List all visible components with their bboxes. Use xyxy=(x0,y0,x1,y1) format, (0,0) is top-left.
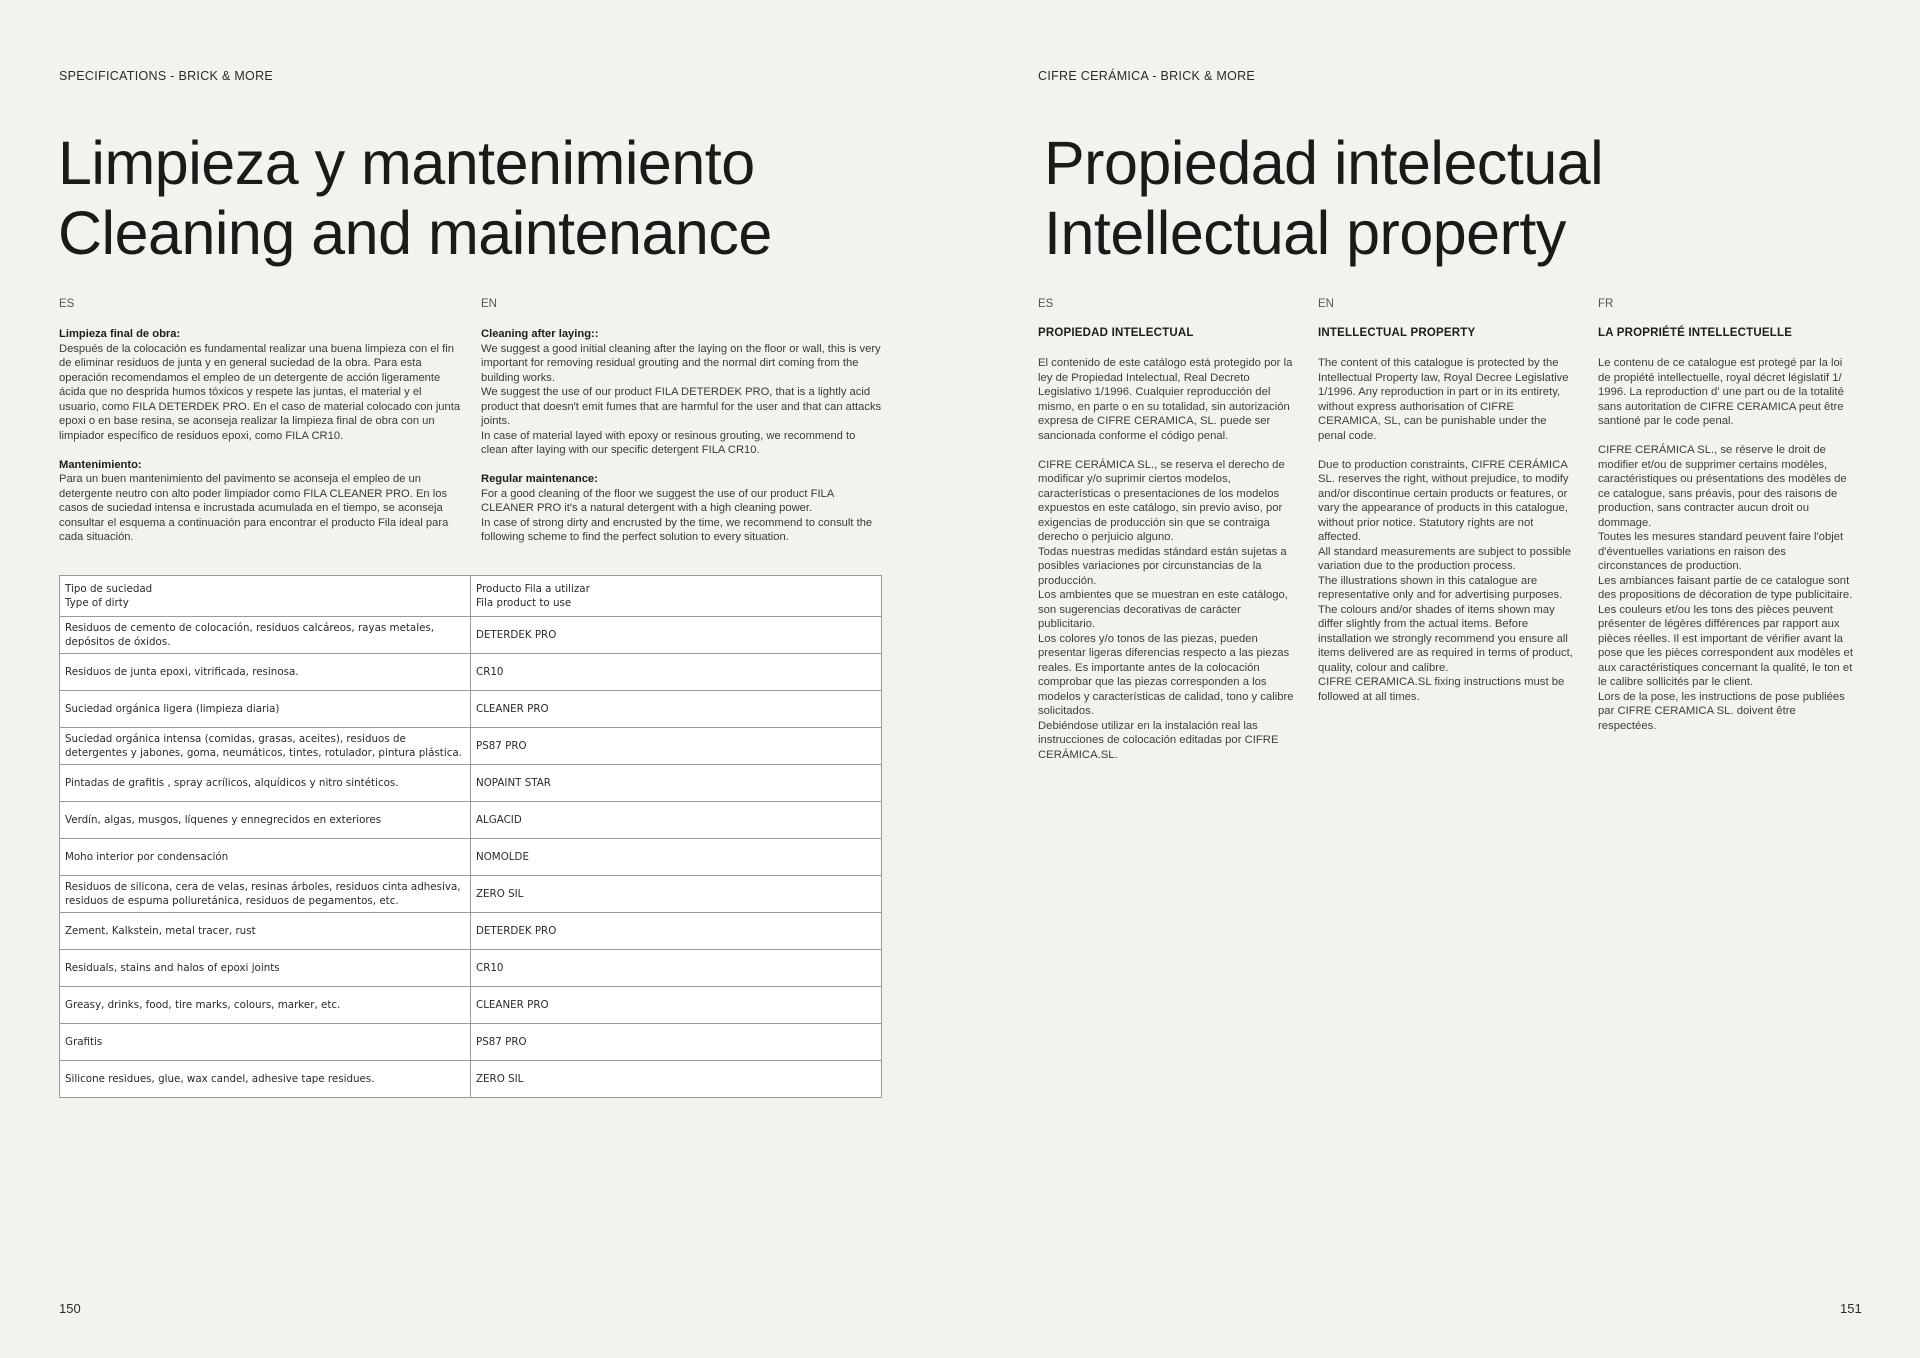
page-title xyxy=(1044,128,1603,268)
product-cell: CR10 xyxy=(471,654,882,691)
table-row xyxy=(60,1061,882,1098)
table-row xyxy=(60,617,882,654)
dirt-type-cell: Silicone residues, glue, wax candel, adhesive tape residues. xyxy=(60,1061,471,1098)
dirt-type-cell: Pintadas de grafitis , spray acrílicos, alquídicos y nitro sintéticos. xyxy=(60,765,471,802)
header-cell-dirt-type xyxy=(60,576,471,617)
paragraph: Le contenu de ce catalogue est protegé par la loi de propiété intellectuelle, royal décret législatif 1/ 1996. La reproduction d' une part ou de la totalité sans autoritation de CIFRE CERAMICA peut être santioné par le code penal. xyxy=(1598,357,1844,427)
section-heading: Mantenimiento: xyxy=(59,458,142,471)
table-row xyxy=(60,913,882,950)
lang-label-en: EN xyxy=(481,298,497,310)
paragraph: In case of strong dirty and encrusted by the time, we recommend to consult the following scheme to find the perfect solution to every situation. xyxy=(481,516,873,543)
paragraph: Debiéndose utilizar en la instalación real las instrucciones de colocación editadas por CIFRE CERÁMICA.SL. xyxy=(1038,719,1279,761)
product-cell: CLEANER PRO xyxy=(471,691,882,728)
title-line-en: Cleaning and maintenance xyxy=(58,199,772,267)
section-heading-en: INTELLECTUAL PROPERTY xyxy=(1318,327,1476,339)
table-row xyxy=(60,802,882,839)
table-row xyxy=(60,765,882,802)
right-page xyxy=(960,0,1920,1358)
paragraph: For a good cleaning of the floor we suggest the use of our product FILA CLEANER PRO it's a natural detergent with a high cleaning power. xyxy=(481,487,834,514)
paragraph: Les couleurs et/ou les tons des pièces peuvent présenter de légères différences par rapport aux pièces réelles. Il est important de vérifier avant la pose que les pièces correspondent aux modèles et aux caractéristiques concernant la qualité, le ton et le calibre sollicités par le client. xyxy=(1598,603,1853,688)
product-cell: NOPAINT STAR xyxy=(471,765,882,802)
table-header-row xyxy=(60,576,882,617)
ip-text-es xyxy=(1038,356,1296,762)
table-row xyxy=(60,1024,882,1061)
running-header: SPECIFICATIONS - BRICK & MORE xyxy=(59,69,274,83)
table-row xyxy=(60,728,882,765)
table-body xyxy=(60,617,882,1098)
dirt-type-cell: Verdín, algas, musgos, líquenes y ennegrecidos en exteriores xyxy=(60,802,471,839)
title-line-es: Limpieza y mantenimiento xyxy=(58,129,755,197)
paragraph: The colours and/or shades of items shown may differ slightly from the actual items. Before installation we strongly recommend you ensure all items delivered are as required in terms of product, quality, colour and calibre. xyxy=(1318,603,1573,674)
lang-label-es: ES xyxy=(59,298,75,310)
product-cell: DETERDEK PRO xyxy=(471,617,882,654)
product-cell: ZERO SIL xyxy=(471,876,882,913)
lang-label-en: EN xyxy=(1318,298,1334,310)
dirt-type-cell: Residuos de junta epoxi, vitrificada, resinosa. xyxy=(60,654,471,691)
section-heading-es: PROPIEDAD INTELECTUAL xyxy=(1038,327,1194,339)
title-line-en: Intellectual property xyxy=(1044,199,1566,267)
cleaning-en-column xyxy=(481,327,883,545)
dirt-type-cell: Greasy, drinks, food, tire marks, colours, marker, etc. xyxy=(60,987,471,1024)
paragraph: Due to production constraints, CIFRE CERÁMICA SL. reserves the right, without prejudice, to modify and/or discontinue certain products or features, or vary the appearance of products in this catalogue, without prior notice. Statutory rights are not affected. xyxy=(1318,458,1569,543)
paragraph: Todas nuestras medidas stándard están sujetas a posibles variaciones por circunstancias de la producción. xyxy=(1038,545,1287,587)
product-cell: ALGACID xyxy=(471,802,882,839)
dirt-type-cell: Zement, Kalkstein, metal tracer, rust xyxy=(60,913,471,950)
header-label-es: Tipo de suciedad xyxy=(65,583,153,595)
dirt-type-cell: Grafitis xyxy=(60,1024,471,1061)
title-line-es: Propiedad intelectual xyxy=(1044,129,1604,197)
dirt-type-cell: Residuos de silicona, cera de velas, resinas árboles, residuos cinta adhesiva, residuos de espuma poliuretánica, residuos de pegamentos, etc. xyxy=(60,876,471,913)
paragraph: We suggest the use of our product FILA DETERDEK PRO, that is a lightly acid product that doesn't emit fumes that are harmful for the user and that can attacks joints. xyxy=(481,386,882,427)
product-cell: NOMOLDE xyxy=(471,839,882,876)
table-row xyxy=(60,839,882,876)
section-heading: Limpieza final de obra: xyxy=(59,328,181,340)
paragraph: We suggest a good initial cleaning after the laying on the floor or wall, this is very important for removing residual grouting and the normal dirt coming from the building works. xyxy=(481,342,881,384)
page-title xyxy=(58,128,772,268)
ip-text-en xyxy=(1318,356,1576,704)
paragraph: Los colores y/o tonos de las piezas, pueden presentar ligeras diferencias respecto a las piezas reales. Es importante antes de la colocación comprobar que las piezas corresponden a los modelos y características de calidad, tono y calibre solicitados. xyxy=(1038,632,1294,717)
header-label-es: Producto Fila a utilizar xyxy=(476,583,590,595)
header-label-en: Fila product to use xyxy=(476,597,572,609)
product-cell: ZERO SIL xyxy=(471,1061,882,1098)
paragraph: El contenido de este catálogo está protegido por la ley de Propiedad Intelectual, Real Decreto Legislativo 1/1996. Cualquier reproducción del mismo, en parte o en su totalidad, sin autorización expresa de CIFRE CERAMICA, SL. puede ser sancionada conforme el código penal. xyxy=(1038,357,1293,442)
paragraph: The illustrations shown in this catalogue are representative only and for advertising purposes. xyxy=(1318,574,1563,601)
header-cell-product xyxy=(471,576,882,617)
table-row xyxy=(60,950,882,987)
page-number: 151 xyxy=(1840,1301,1862,1316)
dirt-type-cell: Suciedad orgánica ligera (limpieza diaria) xyxy=(60,691,471,728)
header-label-en: Type of dirty xyxy=(65,597,129,609)
dirt-type-cell: Moho interior por condensación xyxy=(60,839,471,876)
cleaning-es-column xyxy=(59,327,461,545)
running-header: CIFRE CERÁMICA - BRICK & MORE xyxy=(1038,69,1256,83)
paragraph: Después de la colocación es fundamental realizar una buena limpieza con el fin de eliminar residuos de junta y en general suciedad de la obra. Para esta operación recomendamos el empleo de un detergente de acción ligeramente ácida que no desprida humos tóxicos y respete las juntas, el material y el usuario, como FILA DETERDEK PRO. En el caso de material colocado con junta epoxi o en base resina, se aconseja realizar la limpieza final de obra con un limpiador específico de residuos epoxi, como FILA CR10. xyxy=(59,342,461,442)
paragraph: CIFRE CERÁMICA SL., se reserva el derecho de modificar y/o suprimir ciertos modelos, características o presentaciones de los modelos expuestos en este catálogo, sin previo aviso, por exigencias de producción sin que se contraiga derecho o perjuicio alguno. xyxy=(1038,458,1285,543)
section-heading: Cleaning after laying:: xyxy=(481,328,599,340)
dirt-type-cell: Residuos de cemento de colocación, residuos calcáreos, rayas metales, depósitos de óxidos. xyxy=(60,617,471,654)
paragraph: In case of material layed with epoxy or resinous grouting, we recommend to clean after laying with our specific detergent FILA CR10. xyxy=(481,429,856,456)
section-heading-fr: LA PROPRIÉTÉ INTELLECTUELLE xyxy=(1598,327,1793,339)
paragraph: CIFRE CERAMICA.SL fixing instructions must be followed at all times. xyxy=(1318,676,1565,703)
table-row xyxy=(60,654,882,691)
page-number: 150 xyxy=(59,1301,81,1316)
lang-label-es: ES xyxy=(1038,298,1054,310)
paragraph: Les ambiances faisant partie de ce catalogue sont des propositions de décoration de type publicitaire. xyxy=(1598,574,1853,601)
table-row xyxy=(60,691,882,728)
paragraph: Lors de la pose, les instructions de pose publiées par CIFRE CERAMICA SL. doivent être respectées. xyxy=(1598,690,1845,732)
product-cell: PS87 PRO xyxy=(471,1024,882,1061)
table-row xyxy=(60,987,882,1024)
paragraph: All standard measurements are subject to possible variation due to the production process. xyxy=(1318,545,1572,572)
paragraph: CIFRE CERÁMICA SL., se réserve le droit de modifier et/ou de supprimer certains modèles, caractéristiques ou présentations des modèles de ce catalogue, sans préavis, pour des raisons de production, sans contracter aucun droit ou dommage. xyxy=(1598,444,1847,529)
dirt-type-cell: Residuals, stains and halos of epoxi joints xyxy=(60,950,471,987)
section-heading: Regular maintenance: xyxy=(481,473,598,485)
paragraph: The content of this catalogue is protected by the Intellectual Property law, Royal Decree Legislative 1/1996. Any reproduction in part or in its entirety, without express authorisation of CIFRE CERAMICA, SL, can be punishable under the penal code. xyxy=(1318,357,1569,442)
product-cell: CLEANER PRO xyxy=(471,987,882,1024)
product-cell: DETERDEK PRO xyxy=(471,913,882,950)
fila-products-table xyxy=(59,575,882,1098)
dirt-type-cell: Suciedad orgánica intensa (comidas, grasas, aceites), residuos de detergentes y jabones, goma, neumáticos, tintes, rotulador, pintura plástica. xyxy=(60,728,471,765)
lang-label-fr: FR xyxy=(1598,298,1614,310)
product-cell: PS87 PRO xyxy=(471,728,882,765)
paragraph: Toutes les mesures standard peuvent faire l'objet d'éventuelles variations en raison des circonstances de production. xyxy=(1598,531,1844,572)
table-row xyxy=(60,876,882,913)
paragraph: Los ambientes que se muestran en este catálogo, son sugerencias decorativas de carácter publicitario. xyxy=(1038,589,1288,630)
paragraph: Para un buen mantenimiento del pavimento se aconseja el empleo de un detergente neutro con alto poder limpiador como FILA CLEANER PRO. En los casos de suciedad intensa e incrustada acumulada en el tiempo, se aconseja consultar el esquema a continuación para encontrar el producto Fila ideal para cada situación. xyxy=(59,473,449,543)
ip-text-fr xyxy=(1598,356,1856,733)
product-cell: CR10 xyxy=(471,950,882,987)
